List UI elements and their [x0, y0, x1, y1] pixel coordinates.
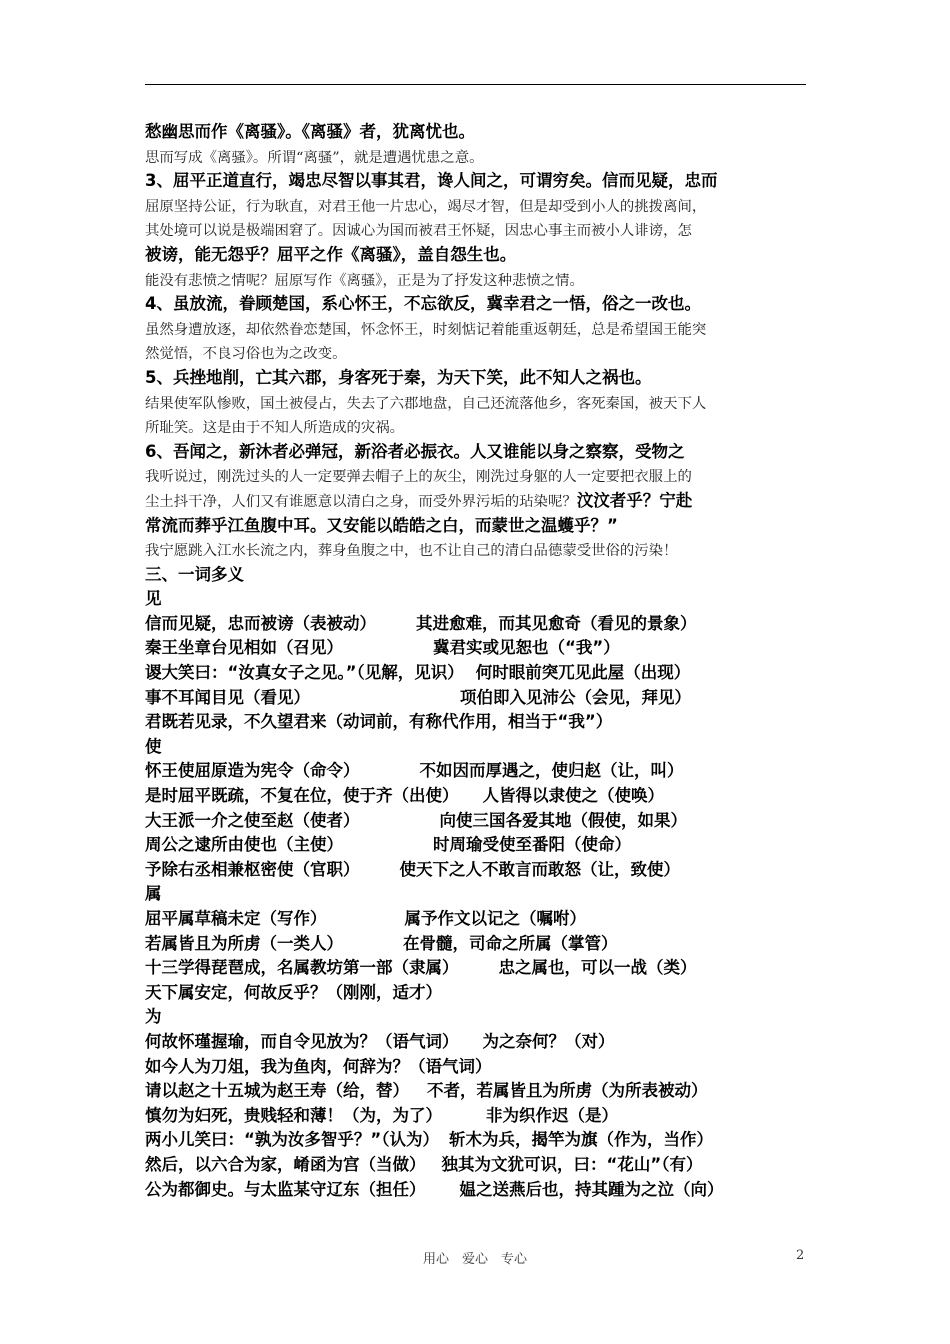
text-line	[145, 735, 810, 760]
line-segment: 愁幽思而作《离骚》。《离骚》者，犹离忧也。	[145, 122, 475, 141]
text-line	[145, 981, 810, 1006]
line-segment: 信而见疑，忠而被谤（表被动）	[145, 613, 376, 633]
text-line	[145, 858, 810, 883]
translation-line	[145, 464, 810, 489]
line-segment-second: 向使三国各爱其地（假使，如果）	[439, 810, 687, 830]
text-line	[145, 809, 810, 834]
line-segment-second: 冀君实或见恕也（“我”）	[433, 638, 620, 658]
line-segment: 公为都御史。与太监某守辽东（担任）	[145, 1179, 426, 1199]
text-line	[145, 636, 810, 661]
line-segment: 谡大笑曰：“汝真女子之见。”（见解，见识）	[145, 663, 464, 683]
line-segment: 大王派一介之使至赵（使者）	[145, 810, 360, 830]
line-segment-second: 其进愈难，而其见愈奇（看见的景象）	[416, 613, 697, 633]
line-segment: 十三学得琵琶成，名属教坊第一部（隶属）	[145, 958, 459, 978]
footer-text: 用心 爱心 专心	[422, 1252, 527, 1267]
text-line	[145, 120, 810, 145]
line-segment: 3、屈平正道直行，竭忠尽智以事其君，谗人间之，可谓穷矣。信而见疑，忠而	[145, 171, 718, 191]
line-segment: 所耻笑。这是由于不知人所造成的灾祸。	[145, 420, 405, 437]
line-segment: 请以赵之十五城为赵王寿（给，替）	[145, 1081, 409, 1101]
line-segment-second: 人皆得以隶使之（使唤）	[482, 786, 664, 806]
line-segment-second: 斩木为兵，揭竿为旗（作为，当作）	[448, 1130, 713, 1150]
line-segment: 尘土抖干净，人们又有谁愿意以清白之身，而受外界污垢的玷染呢？	[145, 493, 577, 510]
text-line	[145, 710, 810, 735]
translation-line	[145, 391, 810, 416]
translation-line	[145, 268, 810, 293]
line-segment: 然觉悟，不良习俗也为之改变。	[145, 346, 347, 363]
page-number: 2	[796, 1248, 805, 1263]
text-line	[145, 907, 810, 932]
text-line	[145, 1178, 810, 1203]
text-line	[145, 169, 810, 194]
text-line	[145, 661, 810, 686]
line-segment: 5、兵挫地削，亡其六郡，身客死于秦，为天下笑，此不知人之祸也。	[145, 367, 652, 387]
line-segment: 常流而葬乎江鱼腹中耳。又安能以皓皓之白，而蒙世之温蠖乎？”	[145, 515, 618, 535]
line-segment: 若属皆且为所虏（一类人）	[145, 933, 343, 953]
translation-line	[145, 218, 810, 243]
line-segment: 被谤，能无怨乎？屈平之作《离骚》，盖自怨生也。	[145, 244, 517, 264]
translation-line	[145, 145, 810, 170]
text-line	[145, 440, 810, 465]
text-line	[145, 563, 810, 588]
line-segment: 我宁愿跳入江水长流之内，葬身鱼腹之中，也不让自己的清白品德蒙受世俗的污染！	[145, 543, 678, 560]
text-line	[145, 243, 810, 268]
line-segment: 4、虽放流，眷顾楚国，系心怀王，不忘欲反，冀幸君之一悟，俗之一改也。	[145, 294, 701, 314]
line-segment: 其处境可以说是极端困窘了。因诚心为国而被君王怀疑，因忠心事主而被小人诽谤，怎	[145, 223, 692, 240]
line-segment: 屈平属草稿未定（写作）	[145, 909, 327, 928]
line-segment: 天下属安定，何故反乎？（刚刚，适才）	[145, 982, 442, 1002]
line-segment-second: 使天下之人不敢言而敢怒（让，致使）	[399, 859, 680, 879]
line-segment: 事不耳闻目见（看见）	[145, 687, 310, 707]
text-line	[145, 1153, 810, 1178]
line-segment-second: 何时眼前突兀见此屋（出现）	[475, 663, 691, 683]
translation-line	[145, 194, 810, 219]
text-line	[145, 833, 810, 858]
text-line	[145, 686, 810, 711]
line-segment: 何故怀瑾握瑜，而自令见放为？（语气词）	[145, 1031, 459, 1051]
line-segment: 我听说过，刚洗过头的人一定要弹去帽子上的灰尘，刚洗过身躯的人一定要把衣服上的	[145, 469, 692, 486]
line-segment: 6、吾闻之，新沐者必弹冠，新浴者必振衣。人又谁能以身之察察，受物之	[145, 441, 685, 461]
text-line	[145, 882, 810, 907]
line-segment-second: 不如因而厚遇之，使归赵（让，叫）	[419, 761, 684, 781]
page-body	[145, 120, 810, 1202]
line-segment: 予除右丞相兼枢密使（官职）	[145, 859, 360, 879]
line-segment: 屈原坚持公证，行为耿直，对君王他一片忠心，竭尽才智，但是却受到小人的挑拨离间，	[145, 198, 707, 215]
line-segment: 怀王使屈原造为宪令（命令）	[145, 761, 360, 781]
text-line	[145, 292, 810, 317]
text-line	[145, 514, 810, 539]
text-line	[145, 612, 810, 637]
text-line	[145, 1030, 810, 1055]
text-line	[145, 784, 810, 809]
line-segment: 然后，以六合为家，崤函为宫（当做）	[145, 1154, 426, 1174]
text-line	[145, 1005, 810, 1030]
line-segment: 虽然身遭放逐，却依然眷恋楚国，怀念怀王，时刻惦记着能重返朝廷，总是希望国王能突	[145, 321, 707, 338]
translation-line	[145, 341, 810, 366]
line-segment: 思而写成《离骚》。所谓“离骚”，就是遭遇忧患之意。	[145, 149, 484, 166]
line-segment: 三、一词多义	[145, 564, 244, 584]
line-segment: 属	[145, 884, 162, 904]
text-line	[145, 759, 810, 784]
line-segment: 周公之逮所由使也（主使）	[145, 835, 343, 855]
line-segment: 见	[145, 589, 162, 609]
line-segment: 为	[145, 1007, 162, 1027]
translation-line	[145, 538, 810, 563]
line-segment: 君既若见录，不久望君来（动词前，有称代作用，相当于“我”）	[145, 712, 613, 732]
translation-line	[145, 415, 810, 440]
line-segment: 秦王坐章台见相如（召见）	[145, 638, 343, 658]
line-segment: 如今人为刀俎，我为鱼肉，何辞为？（语气词）	[145, 1056, 492, 1076]
text-line	[145, 1079, 810, 1104]
line-segment: 慎勿为妇死，贵贱轻和薄！（为，为了）	[145, 1105, 442, 1125]
text-line	[145, 1055, 810, 1080]
text-line	[145, 1128, 810, 1153]
line-segment: 结果使军队惨败，国土被侵占，失去了六郡地盘，自己还流落他乡，客死秦国，被天下人	[145, 395, 707, 412]
line-segment: 能没有悲愤之情呢？屈原写作《离骚》，正是为了抒发这种悲愤之情。	[145, 272, 584, 289]
line-segment-second: 非为织作迟（是）	[486, 1105, 618, 1125]
line-segment-second: 项伯即入见沛公（会见，拜见）	[460, 687, 691, 707]
text-line	[145, 956, 810, 981]
line-segment-second: 独其为文犹可识，曰：“花山”（有）	[441, 1154, 703, 1174]
text-line	[145, 587, 810, 612]
header-rule	[145, 84, 806, 85]
line-segment-second: 不者，若属皆且为所虏（为所表被动）	[427, 1081, 708, 1101]
text-line	[145, 932, 810, 957]
line-segment-second: 媪之送燕后也，持其踵为之泣（向）	[459, 1179, 724, 1199]
line-segment-second: 汶汶者乎？宁赴	[576, 490, 693, 510]
line-segment: 使	[145, 736, 162, 756]
line-segment-second: 为之奈何？（对）	[482, 1031, 615, 1051]
line-segment-second: 忠之属也，可以一战（类）	[498, 958, 697, 978]
translation-line	[145, 317, 810, 342]
line-segment-second: 时周瑜受使至番阳（使命）	[433, 835, 631, 855]
text-line	[145, 1104, 810, 1129]
text-line	[145, 366, 810, 391]
line-segment-second: 在骨髓，司命之所属（掌管）	[403, 933, 618, 953]
text-line	[145, 489, 810, 514]
line-segment: 是时屈平既疏，不复在位，使于齐（出使）	[145, 786, 459, 806]
line-segment: 两小儿笑曰：“孰为汝多智乎？”（认为）	[145, 1130, 439, 1150]
line-segment-second: 属予作文以记之（嘱咐）	[404, 909, 586, 928]
